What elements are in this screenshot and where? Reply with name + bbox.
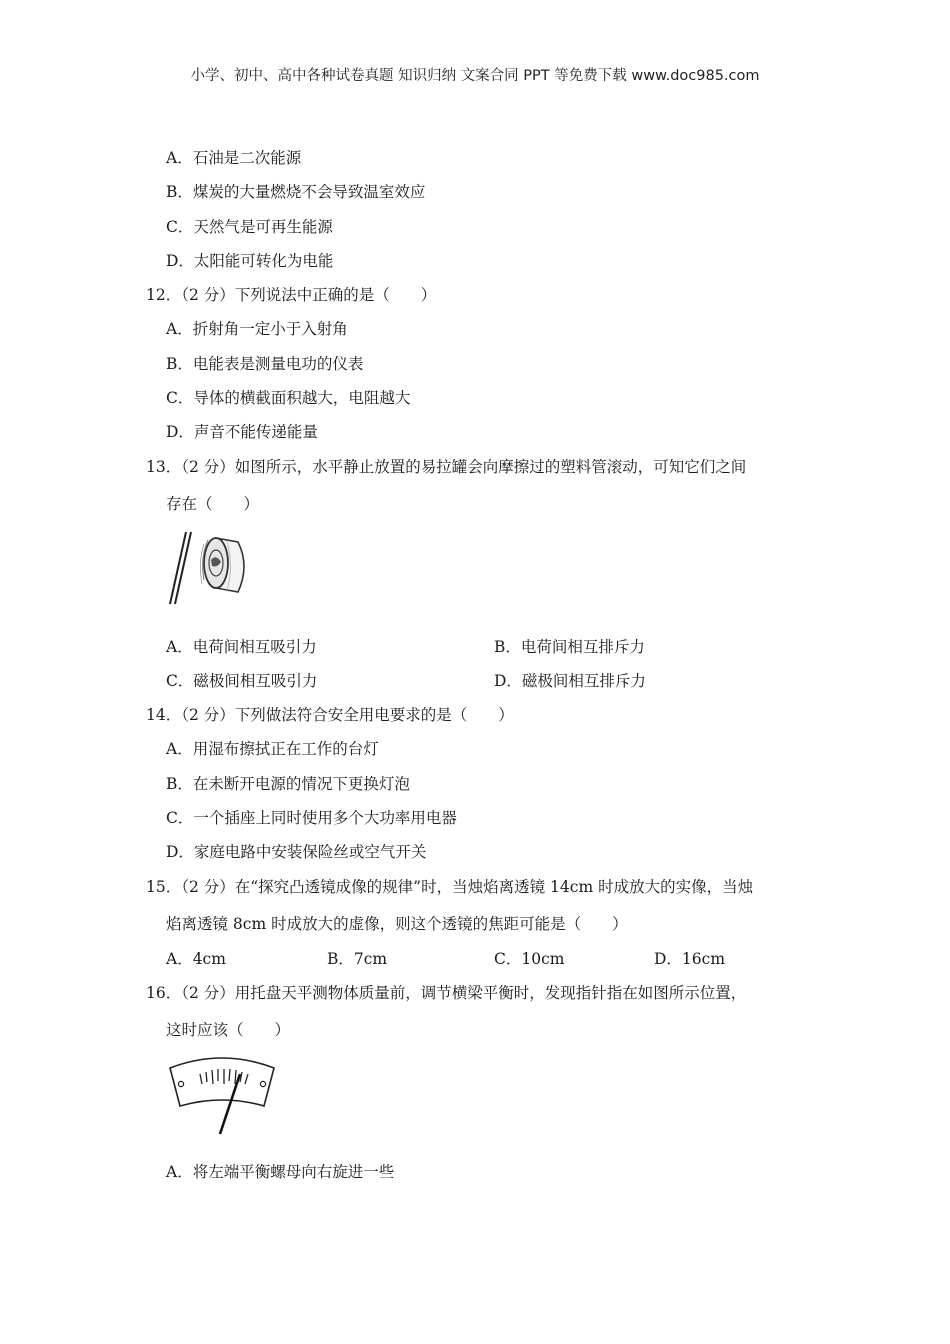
q13-stem-line2: 存在（ ） xyxy=(166,495,260,513)
q16-stem-line2: 这时应该（ ） xyxy=(166,1021,291,1039)
q15-option-a: A．4cm xyxy=(166,950,226,968)
q11-option-d: D．太阳能可转化为电能 xyxy=(166,252,334,270)
q15-option-b: B．7cm xyxy=(327,950,388,968)
q16-stem-line1: 16．（2 分）用托盘天平测物体质量前，调节横梁平衡时，发现指针指在如图所示位置， xyxy=(146,984,747,1002)
q13-option-b: B．电荷间相互排斥力 xyxy=(494,638,645,656)
q14-option-b: B．在未断开电源的情况下更换灯泡 xyxy=(166,775,410,793)
q11-option-a: A．石油是二次能源 xyxy=(166,149,302,167)
q13-option-c: C．磁极间相互吸引力 xyxy=(166,672,318,690)
q14-option-a: A．用湿布擦拭正在工作的台灯 xyxy=(166,740,379,758)
q13-option-a: A．电荷间相互吸引力 xyxy=(166,638,317,656)
q14-option-c: C．一个插座上同时使用多个大功率用电器 xyxy=(166,809,457,827)
page-header: 小学、初中、高中各种试卷真题 知识归纳 文案合同 PPT 等免费下载 www.doc985.com xyxy=(190,68,760,84)
q12-stem: 12．（2 分）下列说法中正确的是（ ） xyxy=(146,286,437,304)
q15-option-d: D．16cm xyxy=(654,950,726,968)
q12-option-d: D．声音不能传递能量 xyxy=(166,423,318,441)
q15-stem-line2: 焰离透镜 8cm 时成放大的虚像，则这个透镜的焦距可能是（ ） xyxy=(166,915,628,933)
q15-stem-line1: 15．（2 分）在“探究凸透镜成像的规律”时，当烛焰离透镜 14cm 时成放大的实像，当烛 xyxy=(146,878,754,896)
q11-option-c: C．天然气是可再生能源 xyxy=(166,218,333,236)
q16-option-a: A．将左端平衡螺母向右旋进一些 xyxy=(166,1163,395,1181)
q12-option-a: A．折射角一定小于入射角 xyxy=(166,320,348,338)
q11-option-b: B．煤炭的大量燃烧不会导致温室效应 xyxy=(166,183,426,201)
q13-option-d: D．磁极间相互排斥力 xyxy=(494,672,646,690)
q15-option-c: C．10cm xyxy=(494,950,565,968)
balance-pointer-scale-illustration-icon xyxy=(164,1054,280,1138)
q14-stem: 14．（2 分）下列做法符合安全用电要求的是（ ） xyxy=(146,706,514,724)
q12-option-b: B．电能表是测量电功的仪表 xyxy=(166,355,364,373)
q13-stem-line1: 13．（2 分）如图所示，水平静止放置的易拉罐会向摩擦过的塑料管滚动，可知它们之间 xyxy=(146,458,747,476)
q14-option-d: D．家庭电路中安装保险丝或空气开关 xyxy=(166,843,427,861)
can-and-rod-illustration-icon xyxy=(164,528,254,608)
q12-option-c: C．导体的横截面积越大，电阻越大 xyxy=(166,389,411,407)
